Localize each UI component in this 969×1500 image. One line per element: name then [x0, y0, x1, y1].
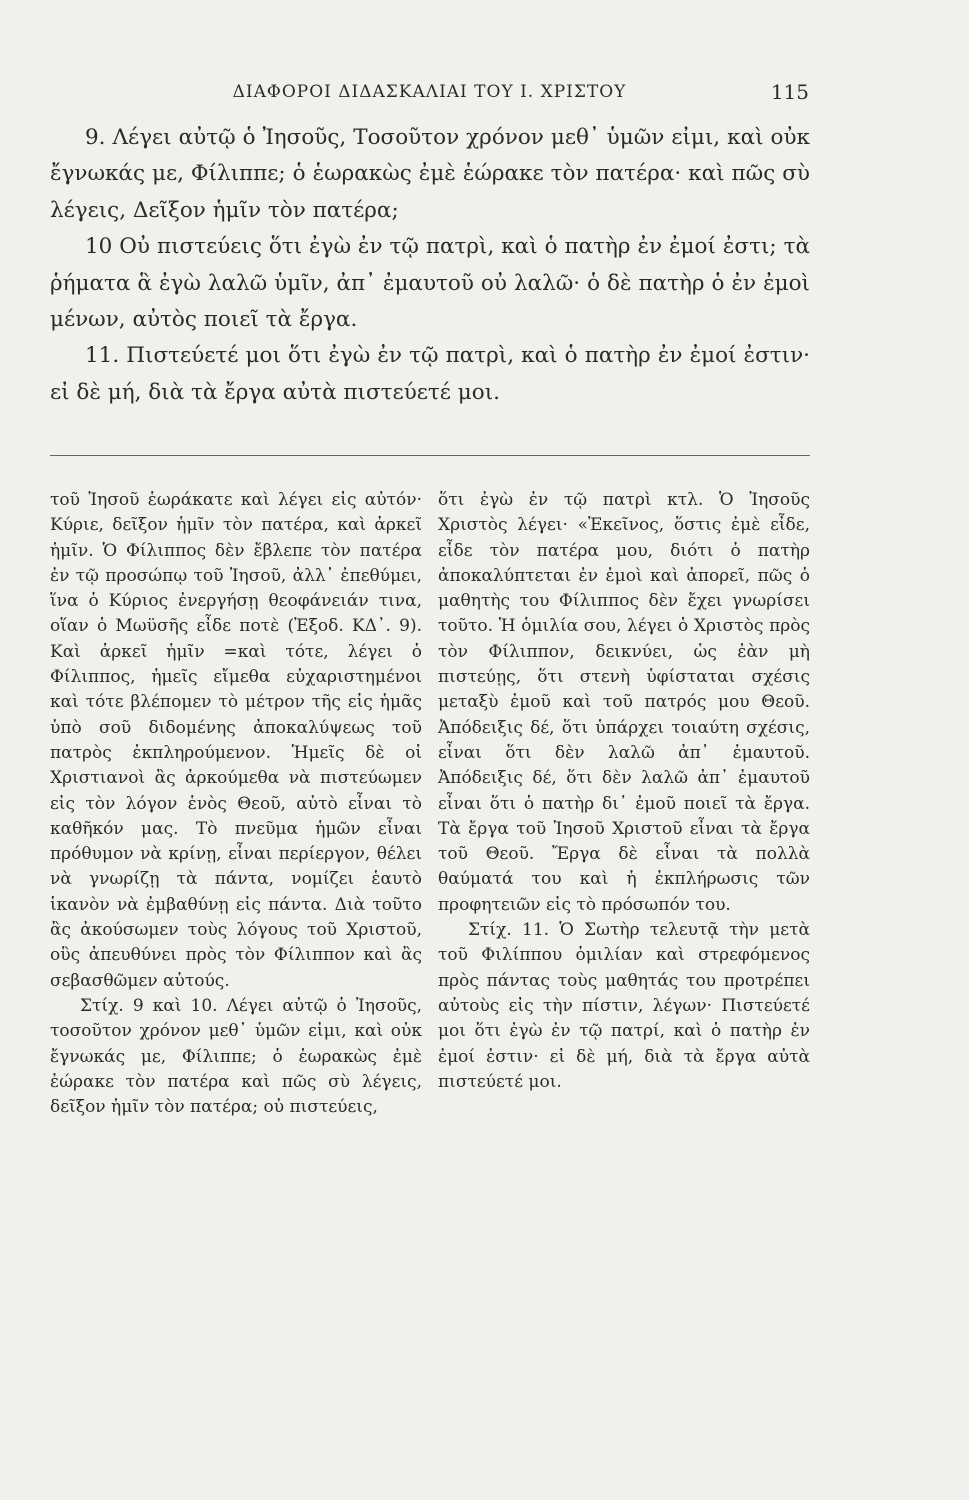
- commentary-paragraph: ὅτι ἐγὼ ἐν τῷ πατρὶ κτλ. Ὁ Ἰησοῦς Χριστὸς λέγει· «Ἐκεῖνος, ὅστις ἐμὲ εἶδε, εἶδε τὸν πατέρα μου, διότι ὁ πατὴρ ἀποκαλύπτεται ἐν ἐμοὶ καὶ ἀπορεῖ, πῶς ὁ μαθητὴς του Φίλιππος δὲν ἔχει γνωρίσει τοῦτο. Ἡ ὁμιλία σου, λέγει ὁ Χριστὸς πρὸς τὸν Φίλιππον, δεικνύει, ὡς ἐὰν μὴ πιστεύῃς, ὅτι στενὴ ὑφίσταται σχέσις μεταξὺ ἐμοῦ καὶ τοῦ πατρός μου Θεοῦ. Ἀπόδειξις δέ, ὅτι ὑπάρχει τοιαύτη σχέσις, εἶναι ὅτι δὲν λαλῶ ἀπ᾿ ἐμαυτοῦ. Ἀπόδειξις δέ, ὅτι δὲν λαλῶ ἀπ᾿ ἐμαυτοῦ εἶναι ὅτι ὁ πατὴρ δι᾿ ἐμοῦ ποιεῖ τὰ ἔργα. Τὰ ἔργα τοῦ Ἰησοῦ Χριστοῦ εἶναι τὰ ἔργα τοῦ Θεοῦ. Ἔργα δὲ εἶναι τὰ πολλὰ θαύματά του καὶ ἡ ἐκπλήρωσις τῶν προφητειῶν εἰς τὸ πρόσωπόν του.: [438, 490, 810, 915]
- commentary-paragraph: τοῦ Ἰησοῦ ἑωράκατε καὶ λέγει εἰς αὐτόν· Κύριε, δεῖξον ἡμῖν τὸν πατέρα, καὶ ἀρκεῖ ἡμῖν. Ὁ Φίλιππος δὲν ἔβλεπε τὸν πατέρα ἐν τῷ προσώπῳ τοῦ Ἰησοῦ, ἀλλ᾿ ἐπεθύμει, ἵνα ὁ Κύριος ἐνεργήσῃ θεοφάνειάν τινα, οἵαν ὁ Μωϋσῆς εἶδε ποτὲ (Ἐξοδ. ΚΔ᾿. 9). Καὶ ἀρκεῖ ἡμῖν =καὶ τότε, λέγει ὁ Φίλιππος, ἡμεῖς εἴμεθα εὐχαριστημένοι καὶ τότε βλέπομεν τὸ μέτρον τῆς εἰς ἡμᾶς ὑπὸ σοῦ διδομένης ἀποκαλύψεως τοῦ πατρὸς ἐκπληρούμενον. Ἡμεῖς δὲ οἱ Χριστιανοὶ ἂς ἀρκούμεθα νὰ πιστεύωμεν εἰς τὸν λόγον ἑνὸς Θεοῦ, αὐτὸ εἶναι τὸ καθῆκόν μας. Τὸ πνεῦμα ἡμῶν εἶναι πρόθυμον νὰ κρίνῃ, εἶναι περίεργον, θέλει νὰ γνωρίζῃ τὰ πάντα, νομίζει ἑαυτὸ ἱκανὸν νὰ ἐμβαθύνῃ εἰς πάντα. Διὰ τοῦτο ἂς ἀκούσωμεν τοὺς λόγους τοῦ Χριστοῦ, οὓς ἀπευθύνει πρὸς τὸν Φίλιππον καὶ ἂς σεβασθῶμεν αὐτούς.: [50, 490, 422, 991]
- commentary-paragraph: Στίχ. 9 καὶ 10. Λέγει αὐτῷ ὁ Ἰησοῦς, τοσοῦτον χρόνον μεθ᾿ ὑμῶν εἰμι, καὶ οὐκ ἔγνωκάς με, Φίλιππε; ὁ ἑωρακὼς ἐμὲ ἑώρακε τὸν πατέρα καὶ πῶς σὺ λέγεις, δεῖξον ἡμῖν τὸν πατέρα; οὐ πιστεύεις,: [50, 995, 422, 1118]
- scripture-text: [50, 120, 810, 411]
- verse-11: 11. Πιστεύετέ μοι ὅτι ἐγὼ ἐν τῷ πατρὶ, καὶ ὁ πατὴρ ἐν ἐμοί ἐστιν· εἰ δὲ μή, διὰ τὰ ἔργα αὐτὰ πιστεύετέ μοι.: [50, 343, 810, 405]
- running-title: ΔΙΑΦΟΡΟΙ ΔΙΔΑΣΚΑΛΙΑΙ ΤΟΥ Ι. ΧΡΙΣΤΟΥ: [232, 82, 627, 102]
- commentary-right-column: [438, 488, 810, 1095]
- page-number: 115: [770, 80, 809, 104]
- commentary-left-column: [50, 488, 422, 1120]
- verse-9: 9. Λέγει αὐτῷ ὁ Ἰησοῦς, Τοσοῦτον χρόνον μεθ᾿ ὑμῶν εἰμι, καὶ οὐκ ἔγνωκάς με, Φίλιππε; ὁ ἑωρακὼς ἐμὲ ἑώρακε τὸν πατέρα· καὶ πῶς σὺ λέγεις, Δεῖξον ἡμῖν τὸν πατέρα;: [50, 125, 810, 223]
- verse-10: 10 Οὐ πιστεύεις ὅτι ἐγὼ ἐν τῷ πατρὶ, καὶ ὁ πατὴρ ἐν ἐμοί ἐστι; τὰ ῥήματα ἃ ἐγὼ λαλῶ ὑμῖν, ἀπ᾿ ἐμαυτοῦ οὐ λαλῶ· ὁ δὲ πατὴρ ὁ ἐν ἐμοὶ μένων, αὐτὸς ποιεῖ τὰ ἔργα.: [50, 234, 810, 333]
- section-divider: [50, 455, 810, 456]
- commentary-paragraph: Στίχ. 11. Ὁ Σωτὴρ τελευτᾷ τὴν μετὰ τοῦ Φιλίππου ὁμιλίαν καὶ στρεφόμενος πρὸς πάντας τοὺς μαθητάς του προτρέπει αὐτοὺς εἰς τὴν πίστιν, λέγων· Πιστεύετέ μοι ὅτι ἐγὼ ἐν τῷ πατρί, καὶ ὁ πατὴρ ἐν ἐμοί ἐστιν· εἰ δὲ μή, διὰ τὰ ἔργα αὐτὰ πιστεύετέ μοι.: [438, 920, 810, 1092]
